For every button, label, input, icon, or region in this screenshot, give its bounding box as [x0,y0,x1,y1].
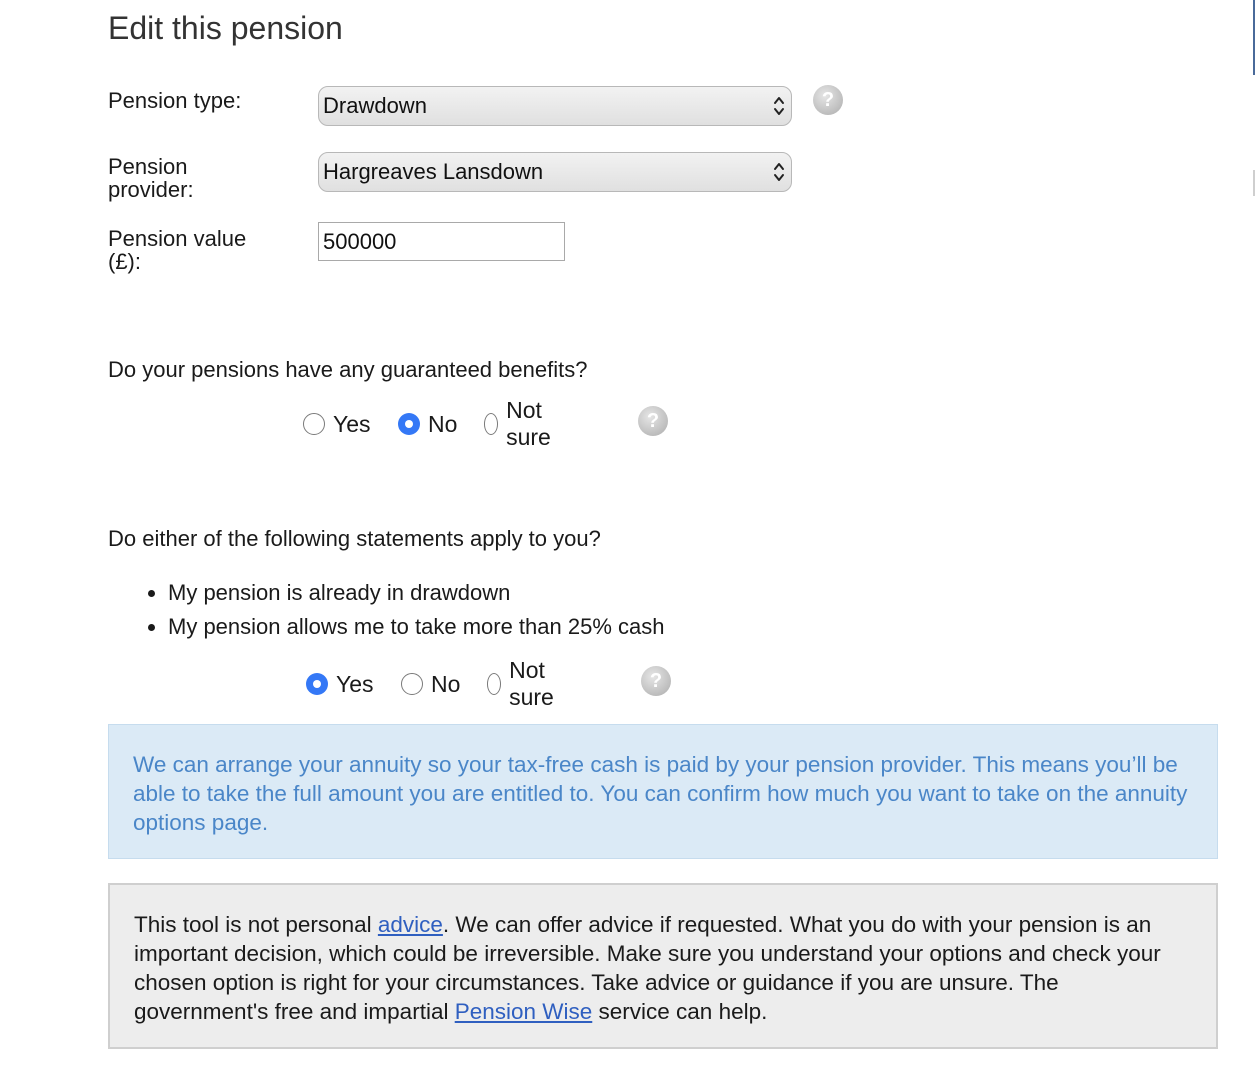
info-text: We can arrange your annuity so your tax-free cash is paid by your pension provider. This means you’ll be able to take the full amount you are entitled to. You can confirm how much you want to take on the annuity options page. [133,752,1188,835]
radio-label: No [428,410,458,437]
statements-question: Do either of the following statements apply to you? [108,526,601,551]
pension-value-input[interactable]: 500000 [318,222,565,261]
radio-label: Yes [333,410,371,437]
statements-no-radio[interactable] [401,669,460,699]
radio-label: No [431,670,461,697]
guaranteed-benefits-not-sure-radio[interactable] [484,397,559,450]
pension-type-value: Drawdown [323,93,427,118]
radio-circle[interactable] [303,413,325,435]
guaranteed-benefits-no-radio[interactable] [398,409,457,439]
disclaimer-box [108,883,1218,1049]
guaranteed-benefits-question: Do your pensions have any guaranteed benefits? [108,357,588,382]
statements-list [140,576,664,644]
pension-type-select[interactable] [318,86,792,126]
radio-circle-checked[interactable] [398,413,420,435]
chevron-up-down-icon [773,93,785,119]
pension-value-label [108,227,298,273]
pension-provider-label-line2: provider: [108,177,194,202]
guaranteed-benefits-yes-radio[interactable] [303,409,371,439]
disclaimer-text-1: This tool is not personal [134,912,378,937]
question-mark-icon[interactable]: ? [641,666,671,696]
radio-label: Not sure [509,657,554,710]
statements-not-sure-radio[interactable] [487,657,562,710]
radio-circle[interactable] [484,413,498,435]
statements-yes-radio[interactable] [306,669,374,699]
pension-provider-select[interactable] [318,152,792,192]
radio-label: Yes [336,670,374,697]
radio-circle-checked[interactable] [306,673,328,695]
radio-circle[interactable] [487,673,501,695]
pension-type-label: Pension type: [108,88,242,113]
pension-value-label-line1: Pension value [108,226,247,251]
question-mark-icon[interactable]: ? [813,85,843,115]
pension-provider-label-line1: Pension [108,154,188,179]
radio-label: Not sure [506,397,551,450]
pension-provider-label [108,155,298,201]
pension-provider-value: Hargreaves Lansdown [323,159,544,184]
pension-wise-link[interactable]: Pension Wise [454,999,593,1024]
pension-value-label-line2: (£): [108,249,141,274]
disclaimer-text-2: . We can offer advice if requested. What you do with your pension is an important decision, which could be irreversible. Make sure you understand your options and check your chosen option is right for your circumstances. Take advice or guidance if you are unsure. The government's free and impartial [134,912,1161,1024]
disclaimer-text-3: service can help. [592,999,768,1024]
page-title: Edit this pension [108,10,343,46]
list-item: • My pension allows me to take more than 25% cash [168,610,664,644]
question-mark-icon[interactable]: ? [638,406,668,436]
list-item: • My pension is already in drawdown [168,576,664,610]
tax-free-cash-info-box [108,724,1218,859]
advice-link[interactable]: advice [377,912,443,937]
radio-circle[interactable] [401,673,423,695]
chevron-up-down-icon [773,159,785,185]
